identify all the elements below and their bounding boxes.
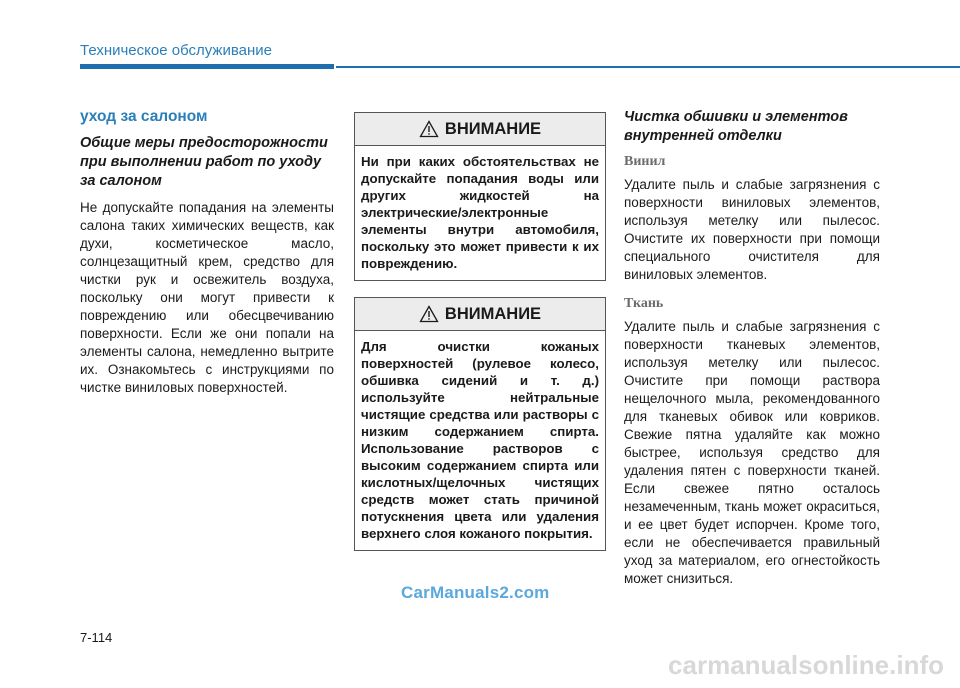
warning-header	[355, 113, 605, 146]
middle-column	[354, 112, 606, 551]
fabric-heading: Ткань	[624, 296, 664, 311]
warning-triangle-icon	[419, 305, 439, 323]
footer-site-watermark: carmanualsonline.info	[668, 650, 944, 680]
warning-text: Ни при каких обстоятельствах не допускайте попадания воды или других жидкостей на электрические/электронные элементы внутри автомобиля, поскольку это может привести к их повреждению.	[361, 154, 599, 271]
header-divider	[336, 66, 960, 68]
watermark-logo: CarManuals2.com	[401, 583, 550, 602]
vinyl-heading: Винил	[624, 154, 666, 169]
warning-text: Для очистки кожаных поверхностей (рулевое колесо, обшивка сидений и т. д.) используйте нейтральные чистящие средства или растворы с низким содержанием спирта. Использование растворов с высоким содержанием спирта или кислотных/щелочных чистящих средств может стать причиной потускнения цвета или удаления верхнего слоя кожаного покрытия.	[361, 339, 599, 541]
right-column	[624, 108, 880, 588]
general-precautions-text: Не допускайте попадания на элементы салона таких химических веществ, как духи, косметическое масло, солнцезащитный крем, средство для чистки рук и освежитель воздуха, поскольку они могут привести к повреждению или обесцвечиванию поверхности. Если же они попали на элементы салона, немедленно вытрите их. Ознакомьтесь с инструкциями по чистке виниловых поверхностей.	[80, 200, 334, 395]
header-bar	[80, 64, 334, 69]
vinyl-text: Удалите пыль и слабые загрязнения с поверхности виниловых элементов, используя метелку или пылесос. Очистите их поверхности при помощи специального очистителя для виниловых элементов.	[624, 177, 880, 282]
upholstery-cleaning-heading: Чистка обшивки и элементов внутренней отделки	[624, 109, 848, 144]
warning-header	[355, 298, 605, 331]
fabric-text: Удалите пыль и слабые загрязнения с поверхности тканевых элементов, используя метелку или пылесос. Очистите при помощи раствора нещелочного мыла, рекомендованного для тканевых обивок или ковриков. Свежие пятна удаляйте как можно быстрее, используя средство для удаления пятен с поверхности тканей. Если свежее пятно осталось незамеченным, ткань может окраситься, и ее цвет будет испорчен. Кроме того, если не обеспечивается правильный уход за материалом, его огнестойкость может снизиться.	[624, 319, 880, 586]
warning-title: ВНИМАНИЕ	[444, 119, 542, 138]
left-column	[80, 108, 334, 397]
header-title: Техническое обслуживание	[80, 42, 272, 59]
section-title: уход за салоном	[80, 108, 208, 125]
page-number: 7-114	[80, 630, 113, 645]
warning-title: ВНИМАНИЕ	[444, 304, 542, 323]
warning-box-leather	[354, 297, 606, 551]
general-precautions-heading: Общие меры предосторожности при выполнении работ по уходу за салоном	[80, 135, 328, 189]
warning-box-liquids	[354, 112, 606, 281]
warning-triangle-icon	[419, 120, 439, 138]
